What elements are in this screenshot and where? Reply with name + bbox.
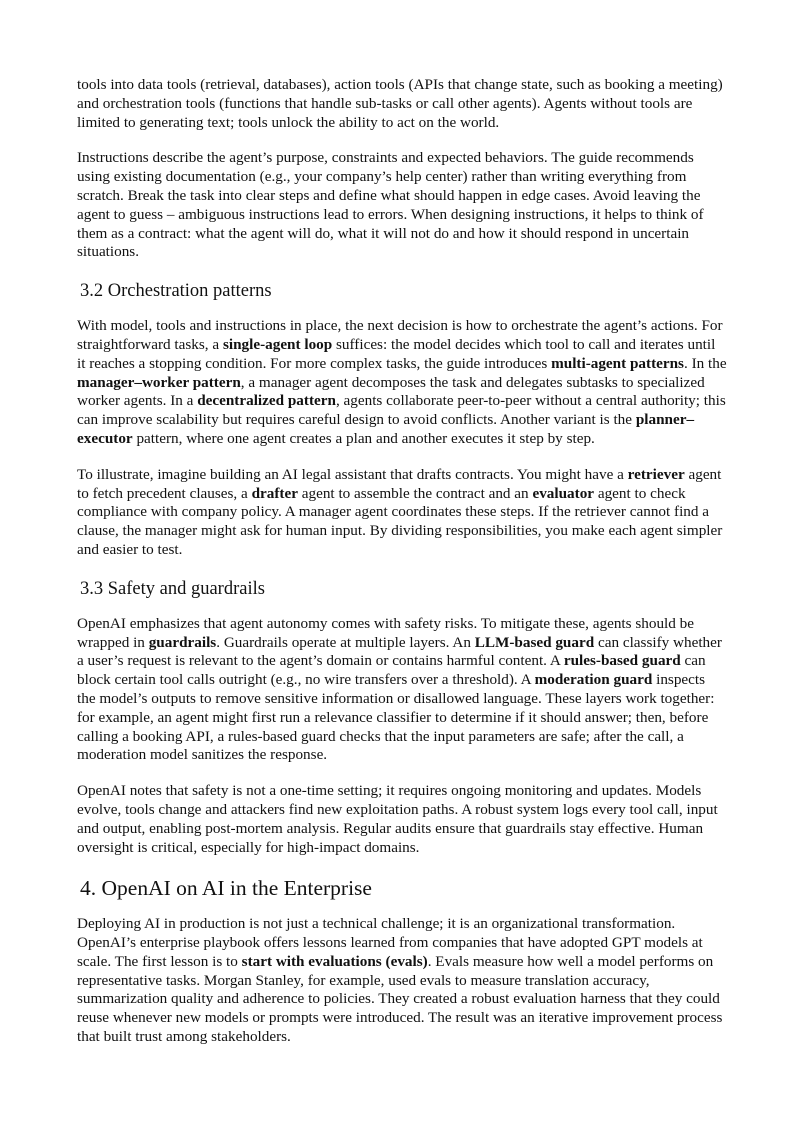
bold-term: planner–executor — [77, 411, 695, 447]
heading-orchestration-patterns: 3.2 Orchestration patterns — [80, 281, 272, 302]
bold-term: rules-based guard — [563, 652, 681, 670]
bold-term: drafter — [251, 484, 298, 502]
bold-term: moderation guard — [534, 671, 653, 689]
paragraph-instructions: Instructions describe the agent’s purpose, constraints and expected behaviors. The guide recommends using existing documentation (e.g., your company’s help center) rather than writing everything from scratch. Break the task into clear steps and define what should happen in edge cases. Avoid leaving the agent to guess – ambiguous instructions lead to errors. When designing instructions, it helps to think of them as a contract: what the agent will do, what it will not do and how it should respond in uncertain situations. — [77, 149, 704, 261]
paragraph-enterprise — [77, 915, 727, 1047]
text-run: agent to assemble the contract and an — [297, 484, 533, 502]
bold-term: LLM-based guard — [474, 633, 595, 651]
text-run: inspects the model’s outputs to remove sensitive information or disallowed language. These layers work together: for example, an agent might first run a relevance classifier to determine if it should answer; then, before calling a booking API, a rules-based guard checks that the input parameters are safe; after the call, a moderation model sanitizes the response. — [77, 671, 715, 764]
paragraph-orchestration — [77, 317, 727, 449]
bold-term: retriever — [627, 465, 685, 483]
paragraph-tools: tools into data tools (retrieval, databases), action tools (APIs that change state, such as booking a meeting) and orchestration tools (functions that handle sub-tasks or call other agents). Agents without tools are limited to generating text; tools unlock the ability to act on the world. — [77, 76, 723, 131]
bold-term: single-agent loop — [222, 335, 333, 353]
text-run: . Guardrails operate at multiple layers. An — [216, 633, 475, 651]
text-run: With model, tools and instructions in place, the next decision is how to orchestrate the agent’s actions. For straightforward tasks, a — [77, 317, 723, 353]
heading-ai-in-enterprise: 4. OpenAI on AI in the Enterprise — [80, 876, 372, 901]
text-run: . In the — [683, 354, 727, 372]
document-page — [77, 76, 727, 1064]
text-run: To illustrate, imagine building an AI legal assistant that drafts contracts. You might have a — [77, 465, 628, 483]
bold-term: multi-agent patterns — [551, 354, 684, 372]
text-run: , a manager agent decomposes the task and delegates subtasks to specialized worker agents. In a — [77, 373, 705, 410]
paragraph-legal-assistant — [77, 466, 727, 560]
bold-term: decentralized pattern — [197, 392, 336, 410]
text-run: agent to fetch precedent clauses, a — [77, 465, 722, 502]
text-run: can block certain tool calls outright (e.g., no wire transfers over a threshold). A — [77, 652, 706, 689]
text-run: suffices: the model decides which tool to call and iterates until it reaches a stopping condition. For more complex tasks, the guide introduces — [77, 335, 716, 372]
text-run: . Evals measure how well a model performs on representative tasks. Morgan Stanley, for example, used evals to measure translation accuracy, summarization quality and adherence to policies. They created a robust evaluation harness that they could reuse whenever new models or prompts were introduced. The result was an iterative improvement process that built trust among stakeholders. — [77, 952, 723, 1046]
text-run: OpenAI emphasizes that agent autonomy comes with safety risks. To mitigate these, agents should be wrapped in — [77, 614, 694, 651]
bold-term: start with evaluations (evals) — [241, 952, 428, 970]
text-run: , agents collaborate peer-to-peer without a central authority; this can improve scalability but requires careful design to avoid conflicts. Another variant is the — [77, 392, 726, 429]
text-run: pattern, where one agent creates a plan and another executes it step by step. — [132, 429, 595, 447]
text-run: Deploying AI in production is not just a technical challenge; it is an organizational transformation. OpenAI’s enterprise playbook offers lessons learned from companies that have adopted GPT models at scale. The first lesson is to — [77, 915, 703, 970]
heading-safety-guardrails: 3.3 Safety and guardrails — [80, 578, 265, 599]
text-run: can classify whether a user’s request is relevant to the agent’s domain or contains harmful content. A — [77, 633, 722, 670]
bold-term: evaluator — [532, 484, 595, 502]
bold-term: guardrails — [148, 633, 217, 651]
text-run: agent to check compliance with company policy. A manager agent coordinates these steps. If the retriever cannot find a clause, the manager might ask for human input. By dividing responsibilities, you make each agent simpler and easier to test. — [77, 484, 723, 558]
paragraph-guardrails — [77, 615, 727, 765]
paragraph-safety-monitoring: OpenAI notes that safety is not a one-time setting; it requires ongoing monitoring and updates. Models evolve, tools change and attackers find new exploitation paths. A robust system logs every tool call, input and output, enabling post-mortem analysis. Regular audits ensure that guardrails stay effective. Human oversight is critical, especially for high-impact domains. — [77, 782, 718, 856]
bold-term: manager–worker pattern — [77, 373, 241, 391]
